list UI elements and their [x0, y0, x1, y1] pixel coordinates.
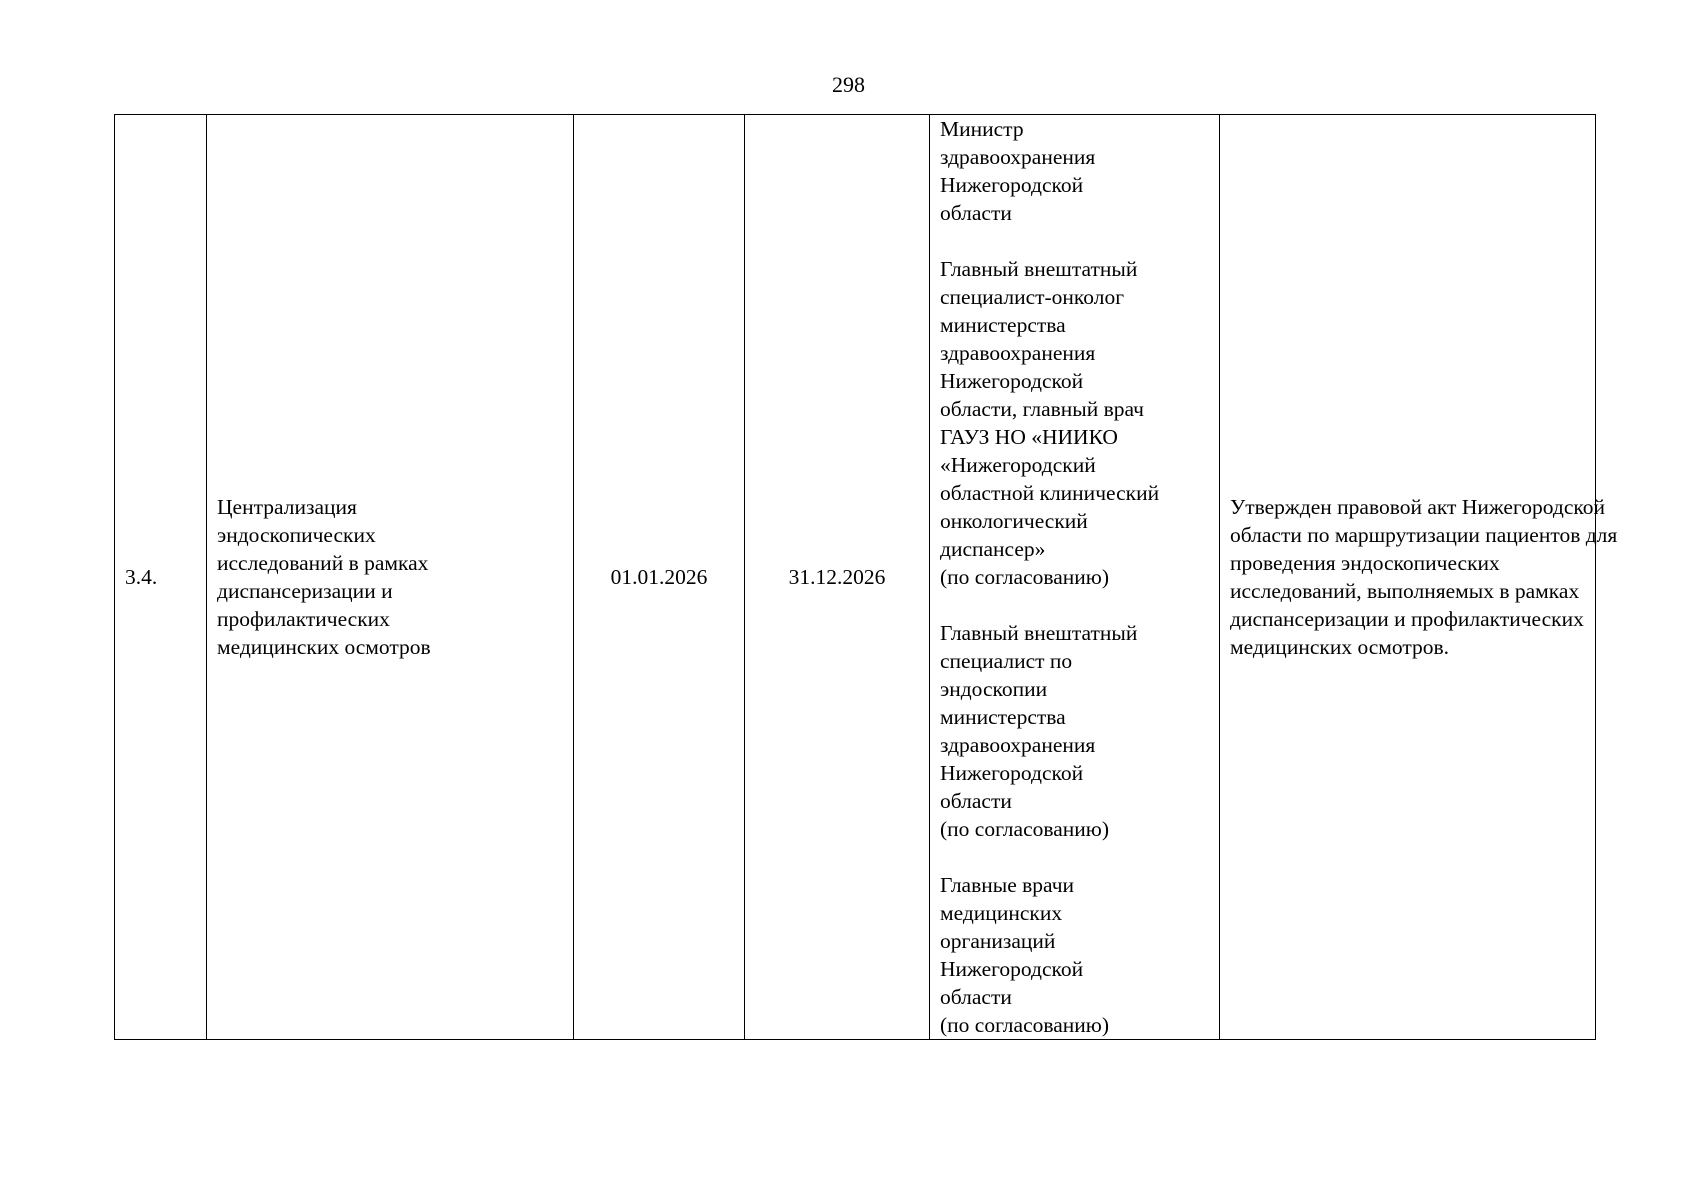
activity-name-line: диспансеризации и [217, 579, 393, 603]
responsible-line: области [940, 789, 1012, 813]
responsible-line: Нижегородской [940, 761, 1084, 785]
responsible-line: (по согласованию) [940, 565, 1110, 589]
responsible-line: специалист-онколог [940, 285, 1125, 309]
responsible-line: здравоохранения [940, 341, 1096, 365]
entry-spacer [940, 843, 1209, 871]
activity-name-line: исследований в рамках [217, 551, 429, 575]
responsible-line: (по согласованию) [940, 1013, 1110, 1037]
result-cell [1220, 115, 1618, 1040]
responsible-line: Нижегородской [940, 173, 1084, 197]
result-line: проведения эндоскопических [1230, 551, 1500, 575]
responsible-line: Главный внештатный [940, 257, 1138, 281]
responsible-entry [940, 115, 1209, 227]
entry-spacer [940, 227, 1209, 255]
activity-table [114, 114, 1618, 1040]
responsible-line: «Нижегородский [940, 453, 1096, 477]
responsible-line: (по согласованию) [940, 817, 1110, 841]
result-line: Утвержден правовой акт Нижегородской [1230, 495, 1605, 519]
entry-spacer [940, 591, 1209, 619]
responsible-line: ГАУЗ НО «НИИКО [940, 425, 1118, 449]
responsible-line: медицинских [940, 901, 1063, 925]
responsible-line: области, главный врач [940, 397, 1144, 421]
responsible-line: Нижегородской [940, 957, 1084, 981]
table-row [115, 115, 1596, 1040]
responsible-line: организаций [940, 929, 1056, 953]
responsible-line: Нижегородской [940, 369, 1084, 393]
responsible-cell [930, 115, 1220, 1040]
result-line: исследований, выполняемых в рамках [1230, 579, 1580, 603]
page-number: 298 [832, 72, 865, 97]
responsible-line: области [940, 985, 1012, 1009]
responsible-entry [940, 871, 1209, 1039]
responsible-line: здравоохранения [940, 733, 1096, 757]
start-date-cell [574, 115, 745, 1040]
responsible-line: министерства [940, 705, 1066, 729]
end-date-cell [745, 115, 930, 1040]
responsible-line: Главный внештатный [940, 621, 1138, 645]
responsible-line: областной клинический [940, 481, 1160, 505]
start-date: 01.01.2026 [610, 565, 708, 589]
responsible-line: Главные врачи [940, 873, 1075, 897]
responsible-line: министерства [940, 313, 1066, 337]
result-line: медицинских осмотров. [1230, 635, 1450, 659]
responsible-line: эндоскопии [940, 677, 1048, 701]
row-number-cell [115, 115, 207, 1040]
responsible-line: диспансер» [940, 537, 1046, 561]
responsible-line: Министр [940, 117, 1024, 141]
responsible-entry [940, 619, 1209, 843]
activity-name-line: Централизация [217, 495, 357, 519]
responsible-line: здравоохранения [940, 145, 1096, 169]
activity-name-line: медицинских осмотров [217, 635, 431, 659]
row-number: 3.4. [125, 565, 158, 589]
responsible-line: специалист по [940, 649, 1073, 673]
responsible-entry [940, 255, 1209, 591]
result-line: диспансеризации и профилактических [1230, 607, 1584, 631]
end-date: 31.12.2026 [788, 565, 886, 589]
result-line: области по маршрутизации пациентов для [1230, 523, 1618, 547]
activity-name-line: профилактических [217, 607, 390, 631]
activity-name-cell [207, 115, 574, 1040]
responsible-line: онкологический [940, 509, 1088, 533]
responsible-line: области [940, 201, 1012, 225]
activity-name-line: эндоскопических [217, 523, 376, 547]
